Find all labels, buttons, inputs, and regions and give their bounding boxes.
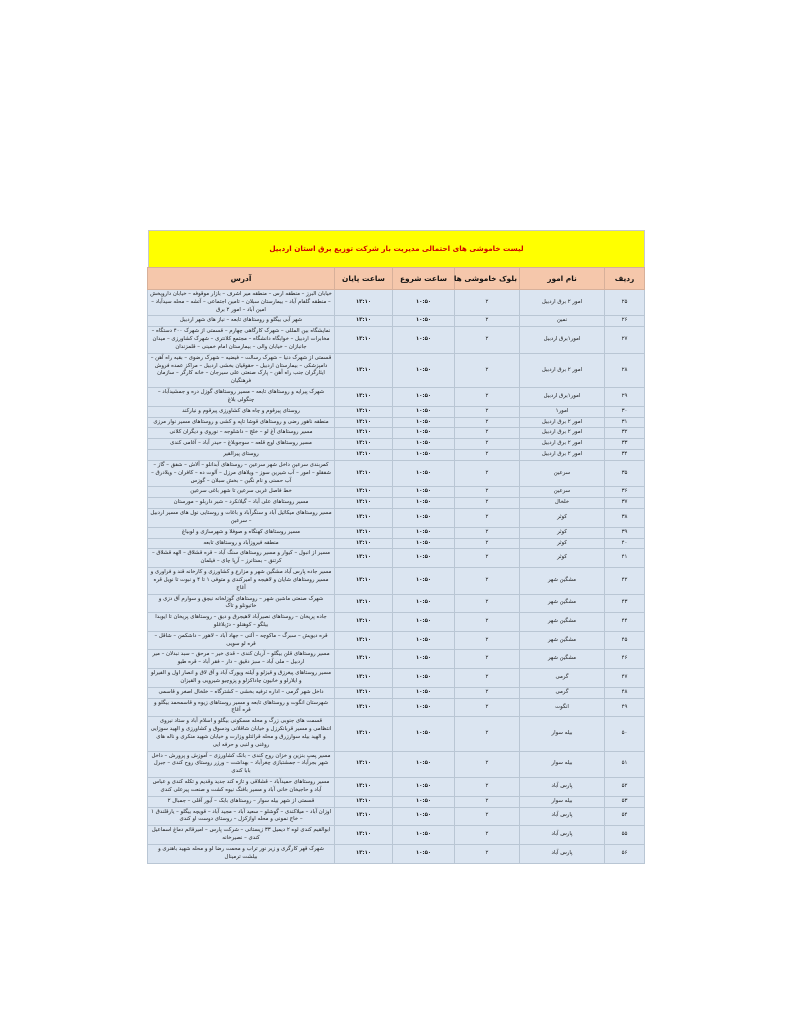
cell-name: مشگین شهر xyxy=(520,568,605,594)
column-header-start-time: ساعت شروع xyxy=(393,268,455,290)
cell-end-time: ۱۳:۱۰ xyxy=(335,527,393,538)
cell-end-time: ۱۳:۱۰ xyxy=(335,650,393,669)
cell-name: امور ۲ برق اردبیل xyxy=(520,428,605,439)
cell-row-number: ۴۹ xyxy=(605,698,645,717)
cell-address: شهرک پیرایه و روستاهای تابعه – مسیر روستاهای گوزل دره و جمشیدآباد – چنگولی بلاغ xyxy=(148,388,335,407)
cell-row-number: ۲۸ xyxy=(605,353,645,387)
cell-name: مشگین شهر xyxy=(520,650,605,669)
table-row xyxy=(148,826,645,845)
cell-block: ۲ xyxy=(455,538,520,549)
cell-row-number: ۴۰ xyxy=(605,538,645,549)
cell-row-number: ۵۴ xyxy=(605,807,645,826)
cell-block: ۲ xyxy=(455,327,520,353)
cell-address: شهرستان انگوت و روستاهای تابعه و مسیر روستاهای زیوه و قاسمحمد بیگلو و قره آغاج xyxy=(148,698,335,717)
cell-row-number: ۵۱ xyxy=(605,751,645,777)
table-body xyxy=(148,290,645,864)
cell-row-number: ۴۶ xyxy=(605,650,645,669)
cell-address: مسیر روستاهای پیغرزق و قیزلو و آیلنه ویورک آباد و آق لاق و انصار اول و الفیرلو و ایلارلو و خانیون چاداکزلو و پزوچیو شیرویی و القیزان xyxy=(148,669,335,688)
cell-start-time: ۱۰:۵۰ xyxy=(393,388,455,407)
cell-end-time: ۱۳:۱۰ xyxy=(335,796,393,807)
cell-address: مسیر از انبول – کیوار و مسیر روستاهای سنگ آباد – قره قشلاق – الهه قشلاق – کرتنق – بستانرز – آرپا چای – فیلمان xyxy=(148,549,335,568)
cell-block: ۲ xyxy=(455,717,520,751)
cell-name: سرعین xyxy=(520,487,605,498)
cell-end-time: ۱۳:۱۰ xyxy=(335,717,393,751)
table-row xyxy=(148,428,645,439)
table-header xyxy=(148,268,645,290)
cell-address: خیابان البرز – منطقه ارس – منطقه میر اشرف – بازار موقوفه – خیابان داروپخش – منطقه گلفام آباد – بیمارستان سبلان – تامین اجتماعی – آتشه – محله سیدآباد – امین آباد – امور ۲ برق xyxy=(148,290,335,316)
cell-row-number: ۵۶ xyxy=(605,844,645,863)
cell-address: قسمت های جنوبی زرگ و محله مسکونی بیگلو و اسلام آباد و ستاد نیروی انتظامی و مسیر قربانکرزل و خیابان شاقلانی ودسوق و کشاورزی و الهید سوزایی و الهید بیله سوارزرق و محله قرائتلو وزارت و خیابان شهید منکری و ناله های روغنی و لنبی و حرفه ایی xyxy=(148,717,335,751)
cell-row-number: ۳۰ xyxy=(605,406,645,417)
cell-address: منطقه فیروزآباد و روستاهای تابعه xyxy=(148,538,335,549)
cell-address: نمایشگاه بین المللی – شهرک کارگاهی چهارم – قسمتی از شهرک ۴۰۰ دستگاه – مخابرات اردبیل – خوابگاه دانشگاه – مجتمع کلانتری – شهرک کشاورزی – میدان جانبازان – خیابان والی – بیمارستان امام خمینی – قلمزندان xyxy=(148,327,335,353)
cell-block: ۲ xyxy=(455,509,520,528)
cell-name: مشگین شهر xyxy=(520,594,605,613)
cell-row-number: ۳۱ xyxy=(605,417,645,428)
cell-address: مسیر روستاهای حمیدآباد – قشلاقی و تازه کند جدید وقدیم و تکله کندی و عباس آباد و حاجیخان خانی آباد و مسیر بافنگ نیوه کشت و صنعت پیرعلی کندی xyxy=(148,778,335,797)
cell-block: ۲ xyxy=(455,498,520,509)
cell-block: ۲ xyxy=(455,290,520,316)
table-row xyxy=(148,844,645,863)
cell-block: ۲ xyxy=(455,650,520,669)
cell-row-number: ۳۲ xyxy=(605,428,645,439)
cell-name: انگوت xyxy=(520,698,605,717)
cell-name: امور ۲ برق اردبیل xyxy=(520,417,605,428)
cell-row-number: ۳۷ xyxy=(605,498,645,509)
cell-start-time: ۱۰:۵۰ xyxy=(393,631,455,650)
cell-address: مسیر روستاهای قلن بیگلو – آربان کندی – قدی خیر – مرحق – سبد نبدلان – میر اردبیل – ملی آباد – سبز دقیق – دار – فقر آباد – قره طیو xyxy=(148,650,335,669)
cell-block: ۲ xyxy=(455,568,520,594)
table-row xyxy=(148,549,645,568)
cell-block: ۲ xyxy=(455,687,520,698)
table-header-row xyxy=(148,268,645,290)
cell-address: جاده پریخان – روستاهای نصیرآباد لاهیجرق و دیق – روستاهای پریخان تا ایوبدا بیلگو – کوهنلو – دژبلاغلو xyxy=(148,613,335,632)
cell-start-time: ۱۰:۵۰ xyxy=(393,487,455,498)
cell-end-time: ۱۳:۱۰ xyxy=(335,498,393,509)
cell-row-number: ۳۵ xyxy=(605,460,645,486)
cell-end-time: ۱۳:۱۰ xyxy=(335,538,393,549)
cell-end-time: ۱۳:۱۰ xyxy=(335,778,393,797)
cell-address: کمربندی سرعین داخل شهر سرعین – روستاهای آبدانلو – آلاش – شفق – گاز – شفقلو – امور – آب شیرین سوز – ویلاهای مرزل – آلوت ده – کافران – ویلادرق – آب حسنی و نام نگین – بخش سبلان – گوزس xyxy=(148,460,335,486)
cell-name: کوثر xyxy=(520,509,605,528)
cell-row-number: ۴۴ xyxy=(605,613,645,632)
cell-name: بیله سوار xyxy=(520,751,605,777)
cell-block: ۲ xyxy=(455,751,520,777)
cell-end-time: ۱۳:۱۰ xyxy=(335,406,393,417)
cell-block: ۲ xyxy=(455,778,520,797)
table-row xyxy=(148,796,645,807)
cell-name: پارس آباد xyxy=(520,844,605,863)
cell-block: ۲ xyxy=(455,807,520,826)
cell-end-time: ۱۳:۱۰ xyxy=(335,594,393,613)
table-row xyxy=(148,778,645,797)
cell-name: امور ۲ برق اردبیل xyxy=(520,439,605,450)
cell-block: ۲ xyxy=(455,316,520,327)
cell-block: ۲ xyxy=(455,613,520,632)
cell-name: گرمی xyxy=(520,687,605,698)
table-row xyxy=(148,698,645,717)
table-row xyxy=(148,450,645,461)
cell-address: روستای پیرالقیر xyxy=(148,450,335,461)
cell-start-time: ۱۰:۵۰ xyxy=(393,613,455,632)
cell-block: ۲ xyxy=(455,826,520,845)
cell-block: ۲ xyxy=(455,460,520,486)
cell-block: ۲ xyxy=(455,527,520,538)
cell-start-time: ۱۰:۵۰ xyxy=(393,826,455,845)
cell-end-time: ۱۳:۱۰ xyxy=(335,428,393,439)
cell-address: قسمتی از شهر بیله سوار – روستاهای بابک – آیور آقلی – جمبال ۲ xyxy=(148,796,335,807)
cell-start-time: ۱۰:۵۰ xyxy=(393,751,455,777)
cell-address: شهرک صنعتی ماشین شهر – روستاهای گوزلخانه نیچق و سوارم آق دزی و خاتیونلو و تاک xyxy=(148,594,335,613)
cell-name: بیله سوار xyxy=(520,717,605,751)
cell-address: مسیر روستاهای آغ لو – خلج – داشلوجه – نوروی و دیگران کلانی xyxy=(148,428,335,439)
cell-name: امور۱برق اردبیل xyxy=(520,388,605,407)
cell-block: ۲ xyxy=(455,417,520,428)
cell-address: مسیر روستاهای علی آباد – گیلانکرد – شیر داربلو – مورستان xyxy=(148,498,335,509)
table-row xyxy=(148,568,645,594)
cell-address: مسیر روستاهای کهنگاه و صوفلا و شهرسازی و لوبیاغ xyxy=(148,527,335,538)
cell-name: کوثر xyxy=(520,527,605,538)
cell-start-time: ۱۰:۵۰ xyxy=(393,327,455,353)
cell-row-number: ۴۲ xyxy=(605,568,645,594)
cell-end-time: ۱۳:۱۰ xyxy=(335,669,393,688)
cell-address: اوزان آباد – میلاکندی – گوشلو – سعید آباد – مجید آباد – قویچه بیگلو – یارقلندق ۱ – خاج نمونی و محله اوازکزل – روستای دوست او کندی xyxy=(148,807,335,826)
outage-schedule-document xyxy=(148,230,645,864)
cell-start-time: ۱۰:۵۰ xyxy=(393,498,455,509)
cell-start-time: ۱۰:۵۰ xyxy=(393,316,455,327)
table-row xyxy=(148,388,645,407)
cell-end-time: ۱۳:۱۰ xyxy=(335,388,393,407)
cell-name: امور۱برق اردبیل xyxy=(520,327,605,353)
cell-end-time: ۱۳:۱۰ xyxy=(335,460,393,486)
cell-address: منطقه ناهور رضی و روستاهای قوشا تاپه و کشی و روستاهای مسیر نوار مرزی xyxy=(148,417,335,428)
cell-address: قسمتی از شهرک دنیا – شهرک رسالت – فیضیه – شهرک رضوی – بقیه راه آهن – دامپزشکی – بیمارستان اردبیل – حقوقیان بخشی اردبیل – مراکز عمده فروش ایثارگران جنب راه آهن – پارک صنعتی علی سیرجان – خانه کارگر – سازمان فرهنگیان xyxy=(148,353,335,387)
column-header-end-time: ساعت پایان xyxy=(335,268,393,290)
cell-start-time: ۱۰:۵۰ xyxy=(393,687,455,698)
cell-block: ۲ xyxy=(455,631,520,650)
cell-address: مسیر جاده پارس آباد مشگین شهر و مزارع و کشاورزی و کارخانه قند و فراوری و مسیر روستاهای شایان و لاهیجه و امیرکندی و متوفی ۱ تا ۴ و نبوت تا نویل قره آغاج xyxy=(148,568,335,594)
cell-end-time: ۱۳:۱۰ xyxy=(335,353,393,387)
cell-block: ۲ xyxy=(455,594,520,613)
cell-end-time: ۱۳:۱۰ xyxy=(335,316,393,327)
cell-name: پارس آباد xyxy=(520,826,605,845)
cell-row-number: ۳۳ xyxy=(605,439,645,450)
cell-row-number: ۲۵ xyxy=(605,290,645,316)
cell-row-number: ۳۶ xyxy=(605,487,645,498)
table-row xyxy=(148,594,645,613)
table-row xyxy=(148,807,645,826)
outage-table xyxy=(147,267,645,864)
cell-start-time: ۱۰:۵۰ xyxy=(393,650,455,669)
cell-name: مشگین شهر xyxy=(520,613,605,632)
table-row xyxy=(148,498,645,509)
cell-row-number: ۲۶ xyxy=(605,316,645,327)
cell-start-time: ۱۰:۵۰ xyxy=(393,698,455,717)
cell-address: داخل شهر گرمی – اداره ترفیه بخشی – کشترگاه – خلخال اصغر و قاسمی xyxy=(148,687,335,698)
cell-block: ۲ xyxy=(455,406,520,417)
cell-name: پارس آباد xyxy=(520,778,605,797)
cell-start-time: ۱۰:۵۰ xyxy=(393,669,455,688)
cell-end-time: ۱۳:۱۰ xyxy=(335,290,393,316)
cell-row-number: ۴۸ xyxy=(605,687,645,698)
cell-name: امور ۲ برق اردبیل xyxy=(520,353,605,387)
table-row xyxy=(148,417,645,428)
cell-end-time: ۱۳:۱۰ xyxy=(335,807,393,826)
cell-start-time: ۱۰:۵۰ xyxy=(393,844,455,863)
cell-block: ۲ xyxy=(455,353,520,387)
column-header-row-number: ردیف xyxy=(605,268,645,290)
cell-block: ۲ xyxy=(455,450,520,461)
table-row xyxy=(148,353,645,387)
cell-name: امور ۲ برق اردبیل xyxy=(520,450,605,461)
document-title-bar xyxy=(148,230,645,267)
cell-address: مسیر روستاهای میکائیل آباد و سنگرآباد و باغات و روستایی نول های مسیر اردبیل – سرعین xyxy=(148,509,335,528)
cell-name: مشگین شهر xyxy=(520,631,605,650)
cell-address: ابوالقیم کندی لوه ۲ دیمیل ۳۳ زیستانی – شرکت پارس – امیرقائم دماغ اسماعیل کندی – نصیرخانه xyxy=(148,826,335,845)
cell-block: ۲ xyxy=(455,439,520,450)
table-row xyxy=(148,538,645,549)
cell-end-time: ۱۳:۱۰ xyxy=(335,549,393,568)
cell-name: امور۱ xyxy=(520,406,605,417)
cell-end-time: ۱۳:۱۰ xyxy=(335,439,393,450)
table-row xyxy=(148,650,645,669)
cell-row-number: ۳۸ xyxy=(605,509,645,528)
cell-end-time: ۱۳:۱۰ xyxy=(335,417,393,428)
table-row xyxy=(148,687,645,698)
column-header-block: بلوک خاموشی ها xyxy=(455,268,520,290)
table-row xyxy=(148,406,645,417)
cell-start-time: ۱۰:۵۰ xyxy=(393,538,455,549)
cell-end-time: ۱۳:۱۰ xyxy=(335,751,393,777)
cell-block: ۲ xyxy=(455,796,520,807)
table-row xyxy=(148,290,645,316)
cell-row-number: ۳۹ xyxy=(605,527,645,538)
cell-block: ۲ xyxy=(455,428,520,439)
table-row xyxy=(148,460,645,486)
cell-start-time: ۱۰:۵۰ xyxy=(393,796,455,807)
cell-name: بیله سوار xyxy=(520,796,605,807)
cell-name: کوثر xyxy=(520,538,605,549)
cell-name: کوثر xyxy=(520,549,605,568)
cell-address: قره دیویش – سبرگ – ماکوچه – آلنی – جهاد آباد – لاهور – داشکمن – شاقل – قره لو سویی xyxy=(148,631,335,650)
cell-start-time: ۱۰:۵۰ xyxy=(393,460,455,486)
table-row xyxy=(148,751,645,777)
cell-name: خلخال xyxy=(520,498,605,509)
cell-address: مسیر پمپ بنزین و خزان روح کندی – بانک کشاورزی – آموزش و پرورش – داخل شهر بجرآباد – جمشتبازی چغرآباد – بهداشت – ورزر روستای روح کندی – جبرل بابا کندی xyxy=(148,751,335,777)
cell-row-number: ۳۴ xyxy=(605,450,645,461)
cell-start-time: ۱۰:۵۰ xyxy=(393,778,455,797)
cell-end-time: ۱۳:۱۰ xyxy=(335,698,393,717)
cell-start-time: ۱۰:۵۰ xyxy=(393,439,455,450)
cell-start-time: ۱۰:۵۰ xyxy=(393,417,455,428)
cell-start-time: ۱۰:۵۰ xyxy=(393,406,455,417)
cell-start-time: ۱۰:۵۰ xyxy=(393,353,455,387)
cell-row-number: ۵۳ xyxy=(605,796,645,807)
table-row xyxy=(148,527,645,538)
cell-name: امور ۲ برق اردبیل xyxy=(520,290,605,316)
cell-address: شهر آبی بیگلو و روستاهای تابعه – نیاز های شهر اردبیل xyxy=(148,316,335,327)
cell-end-time: ۱۳:۱۰ xyxy=(335,568,393,594)
cell-block: ۲ xyxy=(455,698,520,717)
cell-end-time: ۱۳:۱۰ xyxy=(335,327,393,353)
column-header-name: نام امور xyxy=(520,268,605,290)
table-row xyxy=(148,327,645,353)
table-row xyxy=(148,717,645,751)
cell-start-time: ۱۰:۵۰ xyxy=(393,568,455,594)
table-row xyxy=(148,316,645,327)
cell-row-number: ۴۱ xyxy=(605,549,645,568)
cell-row-number: ۵۵ xyxy=(605,826,645,845)
table-row xyxy=(148,613,645,632)
cell-row-number: ۲۹ xyxy=(605,388,645,407)
table-row xyxy=(148,669,645,688)
cell-end-time: ۱۳:۱۰ xyxy=(335,687,393,698)
cell-end-time: ۱۳:۱۰ xyxy=(335,826,393,845)
table-row xyxy=(148,487,645,498)
column-header-address: آدرس xyxy=(148,268,335,290)
cell-block: ۲ xyxy=(455,669,520,688)
cell-row-number: ۴۷ xyxy=(605,669,645,688)
cell-block: ۲ xyxy=(455,487,520,498)
cell-address: شهرک قهر کارگری و زیر نور تراب و محمت رضا لو و محله شهید باهنری و بیلشت ترمینال xyxy=(148,844,335,863)
cell-name: پارس آباد xyxy=(520,807,605,826)
cell-end-time: ۱۳:۱۰ xyxy=(335,844,393,863)
cell-row-number: ۲۷ xyxy=(605,327,645,353)
cell-address: خط فاصل غربی سرعین تا شهر باغی سرعین xyxy=(148,487,335,498)
table-row xyxy=(148,631,645,650)
cell-start-time: ۱۰:۵۰ xyxy=(393,428,455,439)
cell-start-time: ۱۰:۵۰ xyxy=(393,717,455,751)
cell-row-number: ۵۲ xyxy=(605,778,645,797)
cell-start-time: ۱۰:۵۰ xyxy=(393,549,455,568)
cell-address: مسیر روستاهای اوچ قلعه – سوجوبلاغ – حیدر آباد – آغامی کندی xyxy=(148,439,335,450)
table-row xyxy=(148,509,645,528)
cell-end-time: ۱۳:۱۰ xyxy=(335,450,393,461)
cell-block: ۲ xyxy=(455,549,520,568)
cell-name: نمین xyxy=(520,316,605,327)
cell-name: سرعین xyxy=(520,460,605,486)
cell-end-time: ۱۳:۱۰ xyxy=(335,487,393,498)
cell-row-number: ۵۰ xyxy=(605,717,645,751)
cell-start-time: ۱۰:۵۰ xyxy=(393,527,455,538)
cell-name: گرمی xyxy=(520,669,605,688)
cell-end-time: ۱۳:۱۰ xyxy=(335,613,393,632)
cell-row-number: ۴۵ xyxy=(605,631,645,650)
cell-start-time: ۱۰:۵۰ xyxy=(393,807,455,826)
cell-start-time: ۱۰:۵۰ xyxy=(393,450,455,461)
cell-start-time: ۱۰:۵۰ xyxy=(393,509,455,528)
page-title: لیست خاموشی های احتمالی مدیریت بار شرکت توزیع برق استان اردبیل xyxy=(269,243,524,253)
cell-block: ۲ xyxy=(455,388,520,407)
cell-row-number: ۴۳ xyxy=(605,594,645,613)
cell-start-time: ۱۰:۵۰ xyxy=(393,290,455,316)
cell-block: ۲ xyxy=(455,844,520,863)
table-row xyxy=(148,439,645,450)
cell-address: روستای پیرقوم و چاه های کشاورزی پیرقوم و نیارکند xyxy=(148,406,335,417)
cell-end-time: ۱۳:۱۰ xyxy=(335,509,393,528)
cell-start-time: ۱۰:۵۰ xyxy=(393,594,455,613)
cell-end-time: ۱۳:۱۰ xyxy=(335,631,393,650)
